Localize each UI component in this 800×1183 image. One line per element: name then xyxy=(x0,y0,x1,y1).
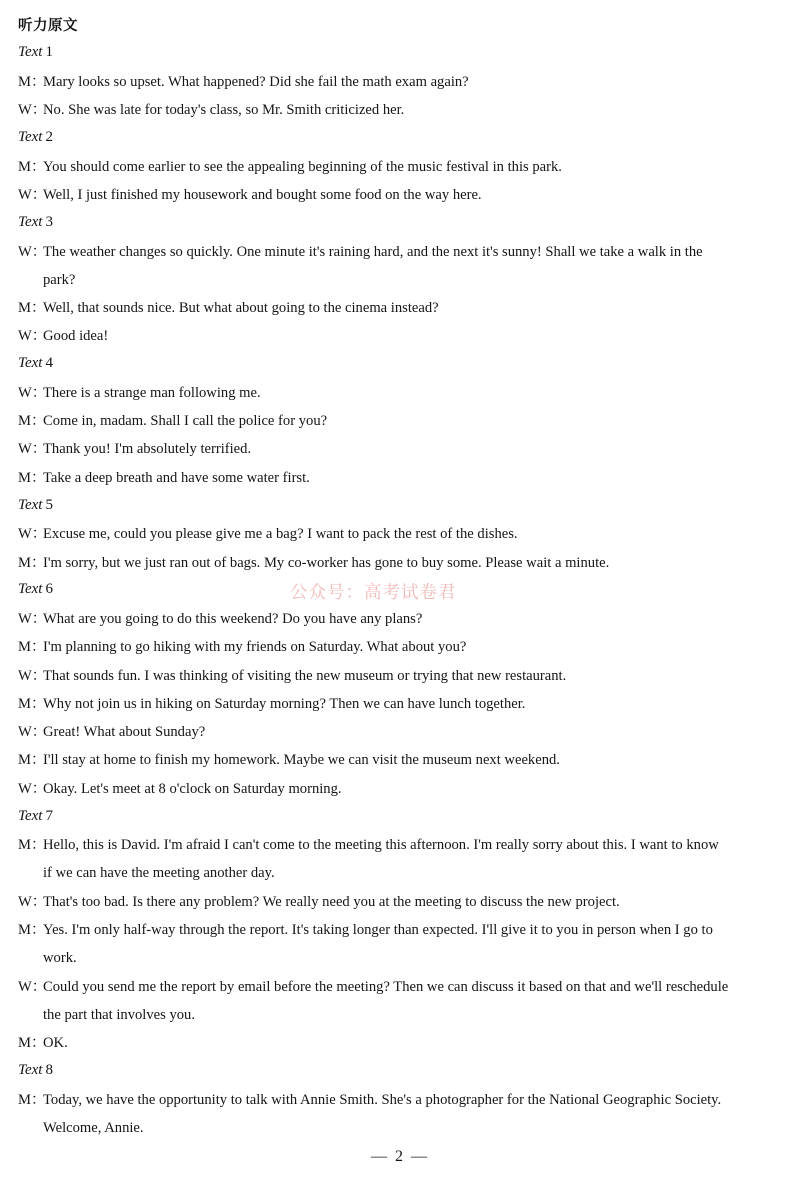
section-label xyxy=(18,808,53,825)
section-number: 1 xyxy=(45,44,53,60)
section-number: 6 xyxy=(45,581,53,597)
dialogue-text: Okay. Let's meet at 8 o'clock on Saturday morning. xyxy=(43,781,342,797)
dialogue-text: Thank you! I'm absolutely terrified. xyxy=(43,441,252,457)
section-label xyxy=(18,44,53,61)
dialogue-text: I'm planning to go hiking with my friends on Saturday. What about you? xyxy=(43,639,467,655)
dialogue-line xyxy=(18,775,788,803)
dialogue-line xyxy=(18,322,788,350)
dialogue-line xyxy=(18,888,788,916)
dialogue-line xyxy=(18,1086,788,1143)
section-label-text: Text xyxy=(18,129,43,145)
dialogue-text: Today, we have the opportunity to talk with Annie Smith. She's a photographer for the National Geographic Society. xyxy=(43,1092,722,1108)
speaker-label: W： xyxy=(18,385,47,401)
speaker-label: W： xyxy=(18,979,47,995)
section-label-text: Text xyxy=(18,808,43,824)
section-label-text: Text xyxy=(18,581,43,597)
page-number: — 2 — xyxy=(371,1148,429,1165)
speaker-label: W： xyxy=(18,526,47,542)
dialogue-line xyxy=(18,294,788,322)
section-label-text: Text xyxy=(18,214,43,230)
speaker-label: M： xyxy=(18,159,46,175)
speaker-label: M： xyxy=(18,1092,46,1108)
speaker-label: M： xyxy=(18,696,46,712)
section-label xyxy=(18,581,53,598)
dialogue-line xyxy=(18,435,788,463)
speaker-label: M： xyxy=(18,470,46,486)
dialogue-line xyxy=(18,68,788,96)
dialogue-line xyxy=(18,690,788,718)
dialogue-text-continued: work. xyxy=(43,950,77,967)
dialogue-line xyxy=(18,633,788,661)
section-label xyxy=(18,129,53,146)
dialogue-text: I'll stay at home to finish my homework. Maybe we can visit the museum next weekend. xyxy=(43,752,560,768)
dialogue-text-continued: if we can have the meeting another day. xyxy=(43,865,275,882)
dialogue-line xyxy=(18,746,788,774)
dialogue-line xyxy=(18,549,788,577)
dialogue-text: There is a strange man following me. xyxy=(43,385,261,401)
section-number: 7 xyxy=(45,808,53,824)
dialogue-line xyxy=(18,520,788,548)
dialogue-text-continued: park? xyxy=(43,272,76,289)
dialogue-line xyxy=(18,831,788,888)
speaker-label: W： xyxy=(18,611,47,627)
section-number: 4 xyxy=(45,355,53,371)
speaker-label: W： xyxy=(18,441,47,457)
speaker-label: M： xyxy=(18,752,46,768)
dialogue-line xyxy=(18,238,788,295)
dialogue-text: Great! What about Sunday? xyxy=(43,724,206,740)
dialogue-line xyxy=(18,464,788,492)
dialogue-text: Well, that sounds nice. But what about going to the cinema instead? xyxy=(43,300,439,316)
dialogue-text: That's too bad. Is there any problem? We really need you at the meeting to discuss the new project. xyxy=(43,894,620,910)
dialogue-text-continued: the part that involves you. xyxy=(43,1007,195,1024)
section-number: 8 xyxy=(45,1062,53,1078)
speaker-label: W： xyxy=(18,102,47,118)
speaker-label: W： xyxy=(18,187,47,203)
dialogue-line xyxy=(18,1029,788,1057)
section-label xyxy=(18,214,53,231)
dialogue-line xyxy=(18,96,788,124)
dialogue-text: Excuse me, could you please give me a bag? I want to pack the rest of the dishes. xyxy=(43,526,518,542)
speaker-label: W： xyxy=(18,781,47,797)
speaker-label: W： xyxy=(18,894,47,910)
section-number: 5 xyxy=(45,497,53,513)
section-label-text: Text xyxy=(18,355,43,371)
speaker-label: M： xyxy=(18,74,46,90)
section-number: 3 xyxy=(45,214,53,230)
speaker-label: M： xyxy=(18,1035,46,1051)
dialogue-line xyxy=(18,916,788,973)
dialogue-line xyxy=(18,605,788,633)
dialogue-text: Good idea! xyxy=(43,328,109,344)
speaker-label: W： xyxy=(18,328,47,344)
watermark: 公众号：高考试卷君 xyxy=(290,583,457,603)
section-number: 2 xyxy=(45,129,53,145)
page-heading: 听力原文 xyxy=(18,18,78,34)
dialogue-line xyxy=(18,973,788,1030)
section-label xyxy=(18,355,53,372)
dialogue-text: Why not join us in hiking on Saturday morning? Then we can have lunch together. xyxy=(43,696,526,712)
dialogue-text: What are you going to do this weekend? Do you have any plans? xyxy=(43,611,423,627)
dialogue-text: I'm sorry, but we just ran out of bags. My co-worker has gone to buy some. Please wait a minute. xyxy=(43,555,610,571)
dialogue-line xyxy=(18,407,788,435)
dialogue-text: That sounds fun. I was thinking of visiting the new museum or trying that new restaurant. xyxy=(43,668,567,684)
speaker-label: M： xyxy=(18,413,46,429)
speaker-label: M： xyxy=(18,922,46,938)
section-label xyxy=(18,497,53,514)
speaker-label: M： xyxy=(18,555,46,571)
dialogue-line xyxy=(18,662,788,690)
speaker-label: W： xyxy=(18,668,47,684)
dialogue-text: Mary looks so upset. What happened? Did she fail the math exam again? xyxy=(43,74,469,90)
dialogue-text: OK. xyxy=(43,1035,68,1051)
dialogue-line xyxy=(18,718,788,746)
dialogue-text: Hello, this is David. I'm afraid I can't come to the meeting this afternoon. I'm really sorry about this. I want to know xyxy=(43,837,719,853)
dialogue-line xyxy=(18,153,788,181)
speaker-label: M： xyxy=(18,837,46,853)
section-label xyxy=(18,1062,53,1079)
section-label-text: Text xyxy=(18,1062,43,1078)
dialogue-line xyxy=(18,379,788,407)
speaker-label: W： xyxy=(18,244,47,260)
dialogue-text: Take a deep breath and have some water first. xyxy=(43,470,310,486)
dialogue-text: Yes. I'm only half-way through the report. It's taking longer than expected. I'll give it to you in person when I go to xyxy=(43,922,713,938)
dialogue-text-continued: Welcome, Annie. xyxy=(43,1120,144,1137)
dialogue-text: Well, I just finished my housework and bought some food on the way here. xyxy=(43,187,482,203)
dialogue-text: Come in, madam. Shall I call the police for you? xyxy=(43,413,328,429)
speaker-label: M： xyxy=(18,300,46,316)
speaker-label: M： xyxy=(18,639,46,655)
section-label-text: Text xyxy=(18,497,43,513)
speaker-label: W： xyxy=(18,724,47,740)
dialogue-text: No. She was late for today's class, so Mr. Smith criticized her. xyxy=(43,102,405,118)
dialogue-text: Could you send me the report by email before the meeting? Then we can discuss it based on that and we'll reschedule xyxy=(43,979,729,995)
dialogue-line xyxy=(18,181,788,209)
dialogue-text: You should come earlier to see the appealing beginning of the music festival in this park. xyxy=(43,159,562,175)
section-label-text: Text xyxy=(18,44,43,60)
dialogue-text: The weather changes so quickly. One minute it's raining hard, and the next it's sunny! Shall we take a walk in the xyxy=(43,244,703,260)
